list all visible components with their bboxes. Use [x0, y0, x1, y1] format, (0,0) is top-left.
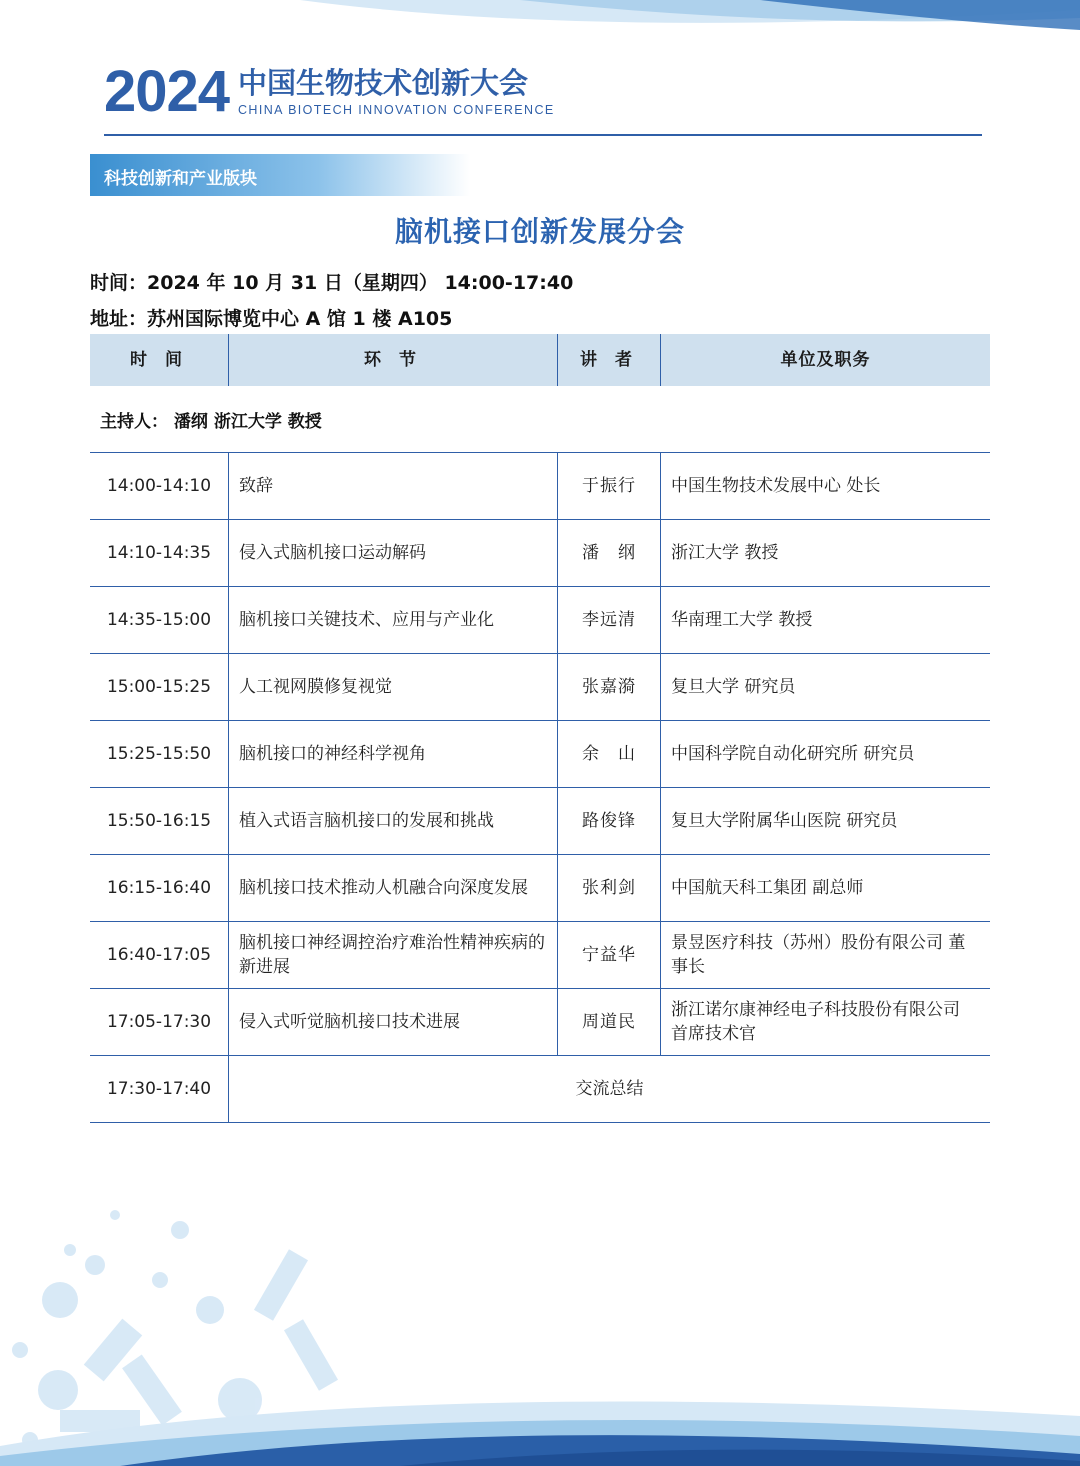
row-speaker: 路俊锋 — [582, 811, 636, 831]
row-speaker: 宁益华 — [582, 945, 636, 965]
row-org: 浙江大学 教授 — [671, 543, 779, 563]
row-time: 15:25-15:50 — [106, 744, 212, 764]
row-speaker: 于振行 — [582, 476, 636, 496]
row-speaker: 李远清 — [582, 610, 636, 630]
row-org: 浙江诺尔康神经电子科技股份有限公司 首席技术官 — [671, 1000, 960, 1044]
row-time: 17:05-17:30 — [106, 1012, 212, 1032]
host-text: 主持人： 潘纲 浙江大学 教授 — [100, 412, 322, 432]
table-row — [90, 587, 990, 654]
row-topic: 侵入式听觉脑机接口技术进展 — [239, 1012, 460, 1032]
row-topic: 人工视网膜修复视觉 — [239, 677, 392, 697]
section-banner — [90, 154, 470, 196]
row-org: 中国生物技术发展中心 处长 — [671, 476, 881, 496]
row-topic: 侵入式脑机接口运动解码 — [239, 543, 426, 563]
summary-row — [90, 1056, 990, 1123]
header-divider — [104, 134, 982, 136]
section-label: 科技创新和产业版块 — [104, 169, 257, 189]
row-time: 14:10-14:35 — [106, 543, 212, 563]
row-speaker: 余 山 — [582, 744, 636, 764]
header-org: 单位及职务 — [780, 350, 871, 370]
summary-time: 17:30-17:40 — [106, 1079, 212, 1099]
row-time: 15:00-15:25 — [106, 677, 212, 697]
session-title: 脑机接口创新发展分会 — [394, 215, 685, 248]
table-row — [90, 855, 990, 922]
row-topic: 脑机接口神经调控治疗难治性精神疾病的新进展 — [239, 933, 545, 977]
row-time: 14:35-15:00 — [106, 610, 212, 630]
row-speaker: 张嘉漪 — [582, 677, 636, 697]
row-time: 15:50-16:15 — [106, 811, 212, 831]
bottom-wave-decoration — [0, 1336, 1080, 1466]
logo-year: 2024 — [104, 59, 230, 124]
session-time: 时间：2024 年 10 月 31 日（星期四） 14:00-17:40 — [90, 272, 574, 294]
session-location: 地址：苏州国际博览中心 A 馆 1 楼 A105 — [90, 308, 453, 330]
table-header — [90, 334, 990, 386]
row-time: 16:15-16:40 — [106, 878, 212, 898]
header-speaker: 讲 者 — [580, 350, 638, 370]
row-org: 景昱医疗科技（苏州）股份有限公司 董事长 — [671, 933, 966, 977]
row-org: 中国科学院自动化研究所 研究员 — [671, 744, 915, 764]
header-topic: 环 节 — [364, 350, 422, 370]
logo-title-en: CHINA BIOTECH INNOVATION CONFERENCE — [238, 103, 555, 117]
table-row — [90, 989, 990, 1056]
summary-label: 交流总结 — [575, 1079, 644, 1099]
row-time: 14:00-14:10 — [106, 476, 212, 496]
table-row — [90, 922, 990, 989]
table-row — [90, 453, 990, 520]
row-speaker: 潘 纲 — [582, 543, 636, 563]
table-row — [90, 721, 990, 788]
top-wave-decoration — [0, 0, 1080, 60]
row-topic: 植入式语言脑机接口的发展和挑战 — [239, 811, 494, 831]
row-topic: 脑机接口的神经科学视角 — [239, 744, 426, 764]
agenda-table — [90, 334, 990, 1123]
row-speaker: 张利剑 — [582, 878, 636, 898]
row-speaker: 周道民 — [582, 1012, 636, 1032]
table-row — [90, 520, 990, 587]
row-topic: 脑机接口关键技术、应用与产业化 — [239, 610, 494, 630]
row-time: 16:40-17:05 — [106, 945, 212, 965]
agenda-rows — [90, 453, 990, 1056]
header-time: 时 间 — [130, 350, 188, 370]
host-row — [90, 386, 990, 453]
row-topic: 致辞 — [239, 476, 273, 496]
row-org: 复旦大学 研究员 — [671, 677, 796, 697]
row-topic: 脑机接口技术推动人机融合向深度发展 — [239, 878, 528, 898]
row-org: 华南理工大学 教授 — [671, 610, 813, 630]
row-org: 中国航天科工集团 副总师 — [671, 878, 864, 898]
table-row — [90, 788, 990, 855]
molecule-decoration — [0, 1190, 420, 1466]
table-row — [90, 654, 990, 721]
row-org: 复旦大学附属华山医院 研究员 — [671, 811, 898, 831]
logo-title-cn: 中国生物技术创新大会 — [238, 66, 529, 100]
